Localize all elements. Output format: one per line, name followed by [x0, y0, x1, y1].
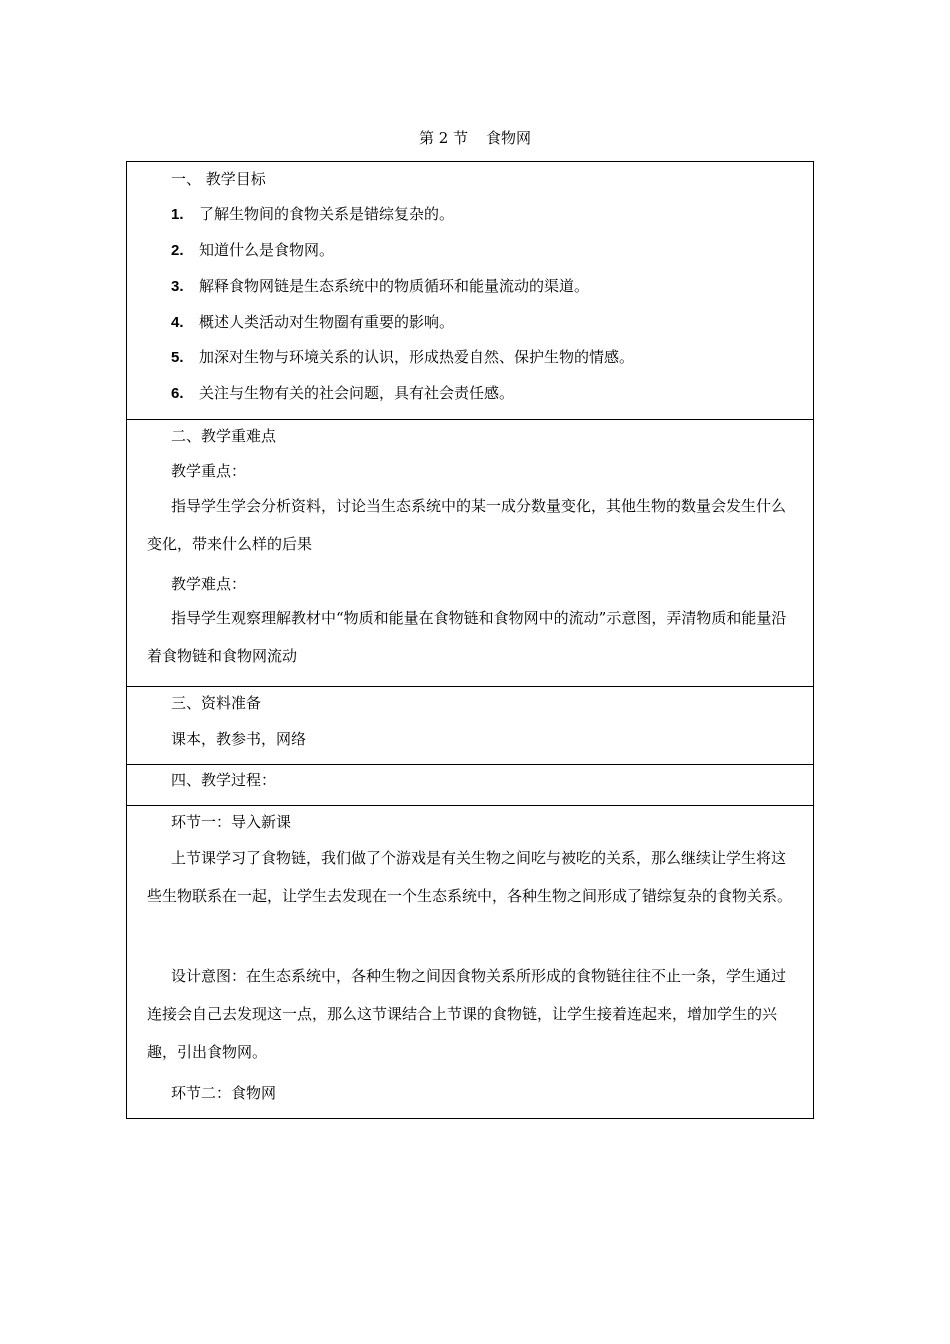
- difficulty-text: 指导学生观察理解教材中“物质和能量在食物链和食物网中的流动”示意图，弄清物质和能量沿着食物链和食物网流动: [147, 609, 787, 665]
- design-intent-text: 设计意图：在生态系统中，各种生物之间因食物关系所形成的食物链往往不止一条，学生通过连接会自己去发现这一点，那么这节课结合上节课的食物链，让学生接着连起来，增加学生的兴趣，引出食物网。: [147, 967, 787, 1061]
- objective-item-4: 4. 概述人类活动对生物圈有重要的影响。: [171, 313, 455, 331]
- section-number: 第 2 节: [418, 129, 469, 147]
- objective-item-3: 3. 解释食物网链是生态系统中的物质循环和能量流动的渠道。: [171, 277, 590, 295]
- focus-text: 指导学生学会分析资料，讨论当生态系统中的某一成分数量变化，其他生物的数量会发生什么变化，带来什么样的后果: [147, 497, 787, 553]
- process-heading: 四、教学过程：: [171, 771, 277, 789]
- lesson-plan-table: [126, 161, 814, 1119]
- objective-item-5: 5. 加深对生物与环境关系的认识，形成热爱自然、保护生物的情感。: [171, 348, 635, 366]
- step2-label: 环节二：食物网: [171, 1084, 277, 1102]
- materials-heading: 三、资料准备: [171, 694, 262, 712]
- objective-item-1: 1. 了解生物间的食物关系是错综复杂的。: [171, 205, 455, 223]
- step1-text: 上节课学习了食物链，我们做了个游戏是有关生物之间吃与被吃的关系，那么继续让学生将这些生物联系在一起，让学生去发现在一个生态系统中，各种生物之间形成了错综复杂的食物关系。: [147, 849, 793, 905]
- focus-label: 教学重点：: [171, 462, 247, 480]
- divider: [127, 686, 813, 687]
- difficulty-label: 教学难点：: [171, 575, 247, 593]
- objective-item-2: 2. 知道什么是食物网。: [171, 241, 335, 259]
- step1-label: 环节一：导入新课: [171, 813, 292, 831]
- divider: [127, 419, 813, 420]
- objective-item-6: 6. 关注与生物有关的社会问题，具有社会责任感。: [171, 384, 515, 402]
- keypoints-heading: 二、教学重难点: [171, 427, 277, 445]
- divider: [127, 764, 813, 765]
- materials-text: 课本，教参书，网络: [171, 730, 307, 748]
- divider: [127, 805, 813, 806]
- lesson-name: 食物网: [486, 129, 532, 147]
- objectives-heading: 一、 教学目标: [171, 170, 266, 188]
- page-title: [0, 128, 950, 148]
